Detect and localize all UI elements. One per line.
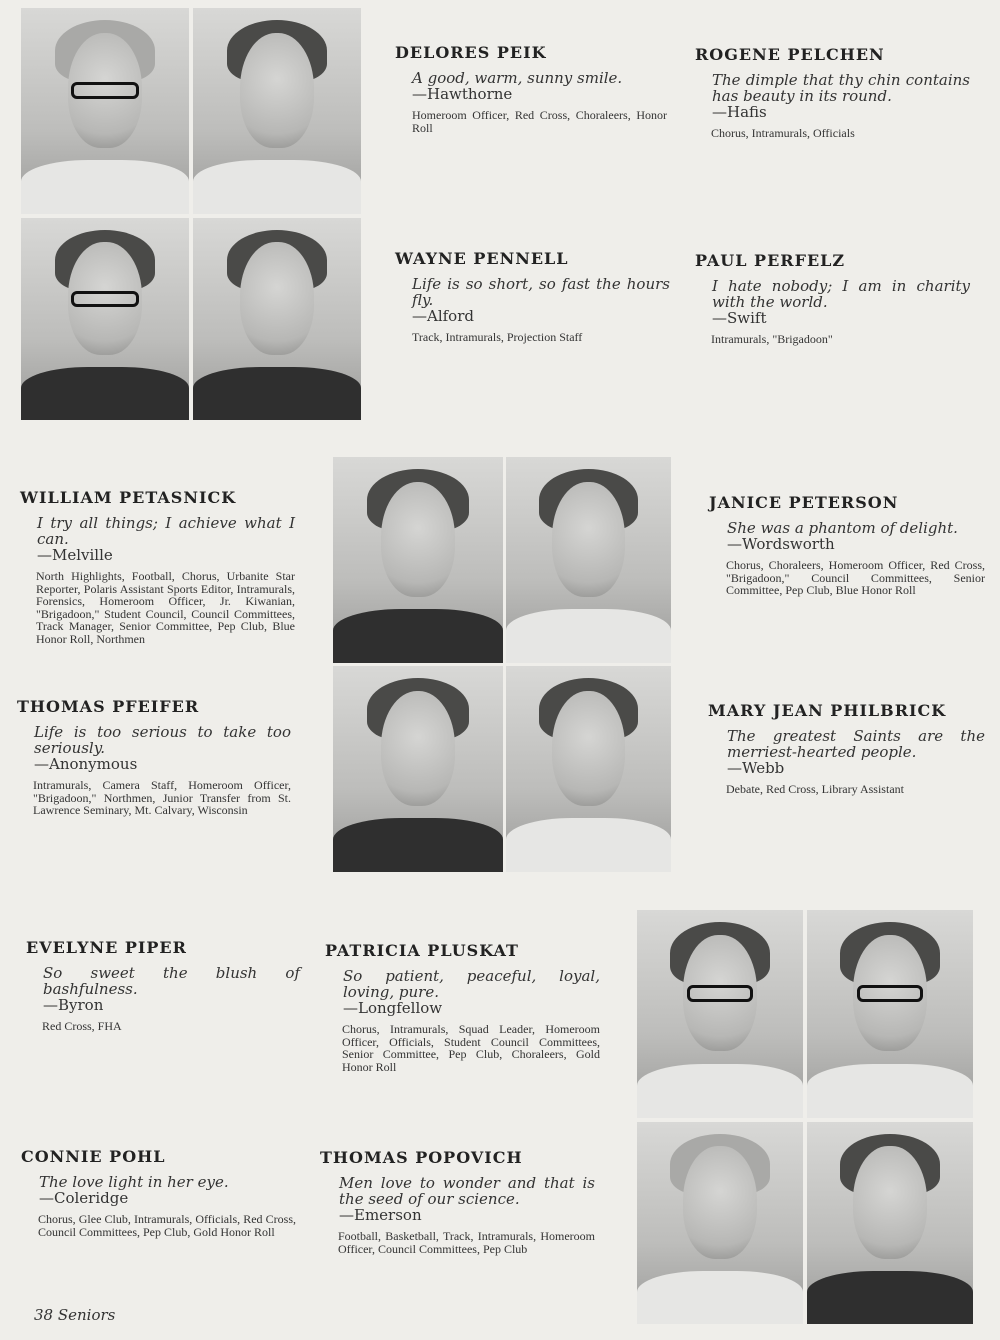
senior-name: WILLIAM PETASNICK [20, 488, 237, 507]
senior-name: MARY JEAN PHILBRICK [708, 701, 947, 720]
senior-name: THOMAS POPOVICH [320, 1148, 523, 1167]
senior-entry [395, 249, 670, 344]
quote-author: —Longfellow [343, 999, 443, 1017]
senior-activities: Chorus, Intramurals, Officials [711, 126, 855, 140]
senior-name: PAUL PERFELZ [695, 251, 846, 270]
senior-quote: Men love to wonder and that is the seed of our science. [339, 1174, 595, 1208]
senior-quote: A good, warm, sunny smile. [412, 69, 623, 87]
senior-name: PATRICIA PLUSKAT [325, 941, 519, 960]
senior-quote: So patient, peaceful, loyal, loving, pure. [343, 967, 600, 1001]
quote-author: —Anonymous [34, 755, 138, 773]
senior-activities: Track, Intramurals, Projection Staff [412, 330, 583, 344]
senior-name: CONNIE POHL [21, 1147, 166, 1166]
quote-author: —Hawthorne [412, 85, 513, 103]
senior-quote: Life is too serious to take too seriously. [34, 723, 291, 757]
senior-name: EVELYNE PIPER [26, 938, 187, 957]
senior-name: ROGENE PELCHEN [695, 45, 885, 64]
senior-entry [17, 697, 291, 817]
senior-activities: Intramurals, Camera Staff, Homeroom Officer, "Brigadoon," Northmen, Junior Transfer from St. Lawrence Seminary, Mt. Calvary, Wisconsin [33, 778, 291, 817]
portrait-mary-jean-philbrick [506, 666, 671, 872]
senior-entry [709, 493, 985, 597]
portrait-wayne-pennell [21, 218, 189, 420]
senior-activities: Chorus, Intramurals, Squad Leader, Homeroom Officer, Officials, Student Council Committees, Senior Committee, Pep Club, Choraleers, Gold Honor Roll [342, 1022, 600, 1074]
senior-name: THOMAS PFEIFER [17, 697, 200, 716]
quote-author: —Emerson [339, 1206, 422, 1224]
senior-quote: I try all things; I achieve what I can. [37, 514, 295, 548]
senior-quote: So sweet the blush of bashfulness. [43, 964, 300, 998]
portrait-thomas-pfeifer [333, 666, 503, 872]
senior-activities: Intramurals, "Brigadoon" [711, 332, 833, 346]
senior-entry [20, 488, 295, 645]
senior-quote: I hate nobody; I am in charity with the world. [712, 277, 970, 311]
senior-entry [695, 251, 970, 346]
senior-entry [320, 1148, 595, 1255]
page-footer: 38 Seniors [34, 1306, 116, 1324]
portrait-william-petasnick [333, 457, 503, 663]
senior-quote: The dimple that thy chin contains has beauty in its round. [712, 71, 970, 105]
quote-author: —Alford [412, 307, 474, 325]
senior-name: WAYNE PENNELL [395, 249, 569, 268]
quote-author: —Webb [727, 759, 785, 777]
senior-activities: Chorus, Glee Club, Intramurals, Officials, Red Cross, Council Committees, Pep Club, Gold Honor Roll [38, 1212, 296, 1239]
senior-entry [708, 701, 985, 796]
quote-author: —Byron [43, 996, 104, 1014]
portrait-rogene-pelchen [193, 8, 361, 214]
quote-author: —Melville [37, 546, 113, 564]
portrait-delores-peik [21, 8, 189, 214]
senior-entry [695, 45, 970, 140]
senior-activities: Red Cross, FHA [42, 1019, 122, 1033]
senior-quote: She was a phantom of delight. [727, 519, 958, 537]
senior-quote: Life is so short, so fast the hours fly. [412, 275, 670, 309]
quote-author: —Wordsworth [727, 535, 835, 553]
portrait-patricia-pluskat [807, 910, 973, 1118]
portrait-paul-perfelz [193, 218, 361, 420]
senior-entry [325, 941, 600, 1073]
senior-activities: Football, Basketball, Track, Intramurals, Homeroom Officer, Council Committees, Pep Club [338, 1229, 595, 1256]
senior-activities: Chorus, Choraleers, Homeroom Officer, Red Cross, "Brigadoon," Council Committees, Senior Committee, Pep Club, Blue Honor Roll [726, 558, 985, 597]
senior-activities: Debate, Red Cross, Library Assistant [726, 782, 904, 796]
senior-activities: North Highlights, Football, Chorus, Urbanite Star Reporter, Polaris Assistant Sports Editor, Intramurals, Forensics, Homeroom Officer, Jr. Kiwanian, "Brigadoon," Student Council, Council Committees, Track Manager, Senior Committee, Pep Club, Blue Honor Roll, Northmen [36, 569, 295, 646]
quote-author: —Hafis [712, 103, 767, 121]
portrait-connie-pohl [637, 1122, 803, 1324]
portrait-janice-peterson [506, 457, 671, 663]
senior-entry [26, 938, 300, 1033]
senior-entry [21, 1147, 296, 1238]
senior-name: DELORES PEIK [395, 43, 547, 62]
portrait-thomas-popovich [807, 1122, 973, 1324]
senior-activities: Homeroom Officer, Red Cross, Choraleers, Honor Roll [412, 108, 667, 135]
senior-entry [395, 43, 667, 134]
portrait-evelyne-piper [637, 910, 803, 1118]
senior-quote: The love light in her eye. [39, 1173, 229, 1191]
quote-author: —Swift [712, 309, 767, 327]
senior-name: JANICE PETERSON [709, 493, 899, 512]
senior-quote: The greatest Saints are the merriest-hearted people. [727, 727, 985, 761]
quote-author: —Coleridge [39, 1189, 129, 1207]
